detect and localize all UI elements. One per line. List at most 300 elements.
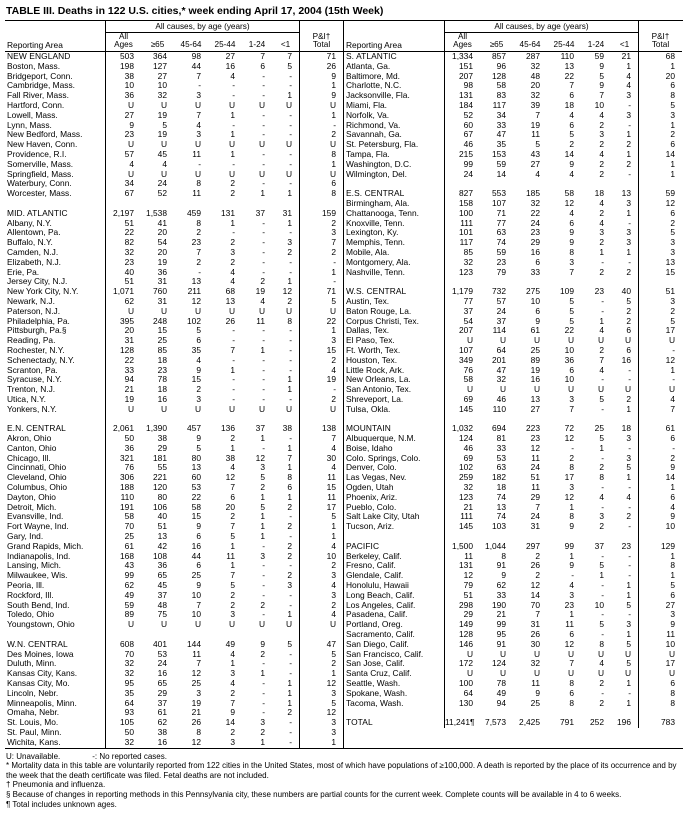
table-title: TABLE III. Deaths in 122 U.S. cities,* week ending April 17, 2004 (15th Week) — [6, 5, 384, 17]
value-cell: 32 — [105, 659, 141, 669]
value-cell: U — [194, 619, 201, 630]
age-group-header: All causes, by age (years) — [444, 21, 638, 33]
value-cell: 34 — [105, 179, 141, 189]
value-cell: 16 — [191, 540, 201, 551]
value-cell: 25 — [530, 697, 540, 708]
value-cell: 19 — [191, 697, 201, 708]
value-cell: 19 — [157, 256, 167, 267]
value-cell: U — [258, 99, 265, 110]
value-cell: 11 — [226, 550, 235, 561]
value-cell: 11 — [565, 619, 574, 630]
value-cell: - — [262, 90, 265, 101]
value-cell: 124 — [444, 434, 480, 444]
value-cell: 8 — [569, 246, 574, 257]
value-cell: 47 — [299, 640, 343, 650]
city-row — [5, 111, 343, 121]
city-row — [5, 258, 343, 268]
value-cell: 37 — [444, 307, 480, 317]
value-cell: - — [262, 325, 265, 336]
value-cell: 3 — [638, 610, 682, 620]
value-cell: 99 — [105, 571, 141, 581]
value-cell: - — [289, 668, 292, 679]
value-cell: 9 — [569, 227, 574, 238]
value-cell: 24 — [444, 170, 480, 180]
value-cell: 4 — [162, 158, 167, 169]
value-cell: 52 — [157, 188, 167, 199]
value-cell: - — [289, 726, 292, 737]
city-row — [5, 62, 343, 72]
value-cell: 40 — [621, 286, 631, 297]
value-cell: U — [638, 669, 682, 679]
city-row — [344, 395, 682, 405]
value-cell: 26 — [225, 315, 235, 326]
value-cell: 1,044 — [485, 540, 506, 551]
value-cell: - — [198, 266, 201, 277]
value-cell: 14 — [638, 473, 682, 483]
reporting-area-cell: W.N. CENTRAL — [7, 639, 68, 649]
spacer-row — [344, 179, 682, 189]
value-cell: - — [289, 109, 292, 120]
value-cell: - — [198, 80, 201, 91]
value-cell: 13 — [496, 501, 506, 512]
reporting-area-cell: Grand Rapids, Mich. — [7, 541, 84, 551]
value-cell: 3 — [626, 433, 631, 444]
value-cell: 8 — [569, 511, 574, 522]
city-row — [344, 473, 682, 483]
value-cell: U — [285, 168, 292, 179]
value-cell: 2 — [599, 158, 604, 169]
value-cell: 4 — [569, 168, 574, 179]
value-cell: 13 — [225, 295, 235, 306]
value-cell: 4 — [626, 80, 631, 91]
value-cell: 9 — [638, 512, 682, 522]
reporting-area-cell: Sacramento, Calif. — [346, 630, 415, 640]
city-row — [344, 121, 682, 131]
value-cell: 17 — [564, 472, 574, 483]
value-cell: 2 — [299, 659, 343, 669]
reporting-area-cell: Akron, Ohio — [7, 434, 52, 444]
value-cell: 117 — [492, 99, 506, 110]
value-cell: 146 — [444, 640, 480, 650]
value-cell: 3 — [569, 393, 574, 404]
value-cell: 32 — [444, 258, 480, 268]
reporting-area-cell: Chattanooga, Tenn. — [346, 208, 419, 218]
value-cell: 98 — [191, 51, 201, 61]
value-cell: 4 — [105, 160, 141, 170]
value-cell: 58 — [105, 512, 141, 522]
city-row — [5, 326, 343, 336]
value-cell: - — [289, 129, 292, 140]
value-cell: 2 — [299, 561, 343, 571]
value-cell: - — [289, 256, 292, 267]
value-cell — [638, 277, 682, 287]
value-cell: 7 — [299, 238, 343, 248]
city-row — [344, 366, 682, 376]
value-cell: 58 — [191, 501, 201, 512]
value-cell: 64 — [444, 689, 480, 699]
value-cell: 110 — [560, 51, 574, 61]
value-cell: 1 — [230, 540, 235, 551]
value-cell: 4 — [299, 366, 343, 376]
reporting-area-cell: Richmond, Va. — [346, 120, 401, 130]
value-cell: 4 — [230, 266, 235, 277]
value-cell: 9 — [569, 237, 574, 248]
value-cell: 124 — [492, 658, 506, 669]
value-cell: U — [160, 305, 167, 316]
city-row — [5, 375, 343, 385]
value-cell: U — [533, 384, 540, 395]
value-cell: 8 — [638, 561, 682, 571]
city-row — [344, 307, 682, 317]
value-cell: U — [285, 139, 292, 150]
value-cell: 7 — [535, 609, 540, 620]
value-cell: 111 — [444, 219, 480, 229]
city-row — [5, 336, 343, 346]
value-cell: 16 — [225, 60, 235, 71]
value-cell: 1 — [638, 483, 682, 493]
value-cell: 8 — [299, 189, 343, 199]
value-cell: U — [597, 384, 604, 395]
value-cell: 3 — [260, 462, 265, 473]
value-cell: 5 — [626, 462, 631, 473]
reporting-area-cell: Glendale, Calif. — [346, 571, 404, 581]
city-row — [5, 542, 343, 552]
value-cell: 5 — [599, 433, 604, 444]
value-cell: 6 — [569, 90, 574, 101]
reporting-area-cell: Nashville, Tenn. — [346, 267, 405, 277]
value-cell: 103 — [492, 521, 506, 532]
value-cell: 4 — [230, 648, 235, 659]
reporting-area-cell — [344, 532, 444, 542]
value-cell: 31 — [282, 207, 292, 218]
value-cell: 11 — [256, 315, 265, 326]
value-cell: 25 — [157, 335, 167, 346]
value-cell: 36 — [105, 444, 141, 454]
value-cell: 12 — [225, 472, 235, 483]
value-cell: 61 — [530, 325, 540, 336]
value-cell: 27 — [530, 158, 540, 169]
city-row — [5, 493, 343, 503]
value-cell: - — [262, 580, 265, 591]
reporting-area-cell: Dallas, Tex. — [346, 326, 390, 336]
value-cell: 82 — [105, 238, 141, 248]
value-cell — [242, 630, 272, 640]
city-row — [344, 160, 682, 170]
value-cell: U — [444, 385, 480, 395]
value-cell: - — [289, 511, 292, 522]
value-cell: 3 — [299, 689, 343, 699]
value-cell: 60 — [191, 472, 201, 483]
value-cell: 14 — [530, 589, 540, 600]
value-cell: 2 — [230, 237, 235, 248]
value-cell: 1 — [599, 246, 604, 257]
reporting-area-cell: Buffalo, N.Y. — [7, 238, 53, 248]
value-cell: 17 — [638, 326, 682, 336]
reporting-area-cell — [5, 199, 105, 209]
pi-header-line2: Total — [651, 40, 670, 50]
value-cell: 55 — [157, 462, 167, 473]
reporting-area-cell: Youngstown, Ohio — [7, 620, 75, 630]
value-cell: 1 — [638, 62, 682, 72]
footnote-dagger: † Pneumonia and influenza. — [6, 780, 106, 790]
city-row — [344, 493, 682, 503]
value-cell: 2 — [287, 246, 292, 257]
value-cell: 1 — [287, 609, 292, 620]
city-row — [344, 258, 682, 268]
value-cell: 145 — [444, 405, 480, 415]
city-row — [344, 689, 682, 699]
reporting-area-cell: Detroit, Mich. — [7, 502, 57, 512]
value-cell: 1 — [626, 472, 631, 483]
value-cell: 23 — [191, 237, 201, 248]
value-cell: U — [194, 168, 201, 179]
value-cell: 35 — [191, 344, 201, 355]
value-cell: 65 — [157, 678, 167, 688]
value-cell: 1 — [299, 522, 343, 532]
value-cell: 33 — [105, 366, 141, 376]
value-cell: 24 — [157, 178, 167, 189]
value-cell: 8 — [196, 217, 201, 228]
value-cell: 306 — [105, 473, 141, 483]
value-cell: 123 — [444, 268, 480, 278]
value-cell: U — [299, 307, 343, 317]
value-cell: 46 — [444, 140, 480, 150]
value-cell: 5 — [599, 560, 604, 571]
city-row — [344, 140, 682, 150]
reporting-area-cell: Montgomery, Ala. — [346, 257, 411, 267]
value-cell: - — [628, 256, 631, 267]
value-cell: - — [232, 80, 235, 91]
value-cell: - — [262, 707, 265, 718]
reporting-area-cell: New Haven, Conn. — [7, 140, 78, 150]
value-cell: 23 — [621, 540, 631, 551]
value-cell: 553 — [492, 188, 506, 199]
value-cell: 1 — [626, 60, 631, 71]
value-cell: 71 — [496, 207, 506, 218]
value-cell: 23 — [157, 364, 167, 375]
city-row — [344, 552, 682, 562]
value-cell: - — [262, 393, 265, 404]
value-cell: 297 — [526, 540, 540, 551]
value-cell: U — [299, 620, 343, 630]
value-cell: 102 — [187, 315, 201, 326]
value-cell: U — [194, 403, 201, 414]
city-row — [5, 91, 343, 101]
value-cell: 6 — [299, 179, 343, 189]
city-row — [344, 150, 682, 160]
value-cell: 2 — [638, 307, 682, 317]
value-cell: 7 — [196, 70, 201, 81]
city-row — [344, 434, 682, 444]
value-cell: 31 — [530, 619, 540, 630]
value-cell: 1 — [260, 668, 265, 679]
value-cell: 2 — [626, 511, 631, 522]
city-row — [5, 268, 343, 278]
value-cell: - — [299, 258, 343, 268]
value-cell: 11,241¶ — [444, 718, 480, 728]
value-cell: 27 — [157, 70, 167, 81]
value-cell — [638, 414, 682, 424]
city-row — [344, 561, 682, 571]
value-cell: 22 — [530, 207, 540, 218]
all-ages-line1: All — [457, 31, 468, 41]
value-cell: 608 — [105, 640, 141, 650]
reporting-area-cell: San Francisco, Calif. — [346, 649, 424, 659]
value-cell: 10 — [191, 609, 201, 620]
value-cell: 61 — [105, 542, 141, 552]
reporting-area-cell: S. ATLANTIC — [346, 52, 397, 61]
value-cell: 151 — [444, 62, 480, 72]
reporting-area-cell: Houston, Tex. — [346, 355, 398, 365]
value-cell: - — [628, 609, 631, 620]
value-cell: 9 — [299, 91, 343, 101]
value-cell: 1 — [287, 697, 292, 708]
value-cell: 2 — [626, 305, 631, 316]
city-row — [344, 326, 682, 336]
value-cell: 89 — [530, 354, 540, 365]
value-cell: 131 — [444, 561, 480, 571]
value-cell: 22 — [105, 228, 141, 238]
value-cell: 2 — [230, 256, 235, 267]
age-group-header: All causes, by age (years) — [105, 21, 299, 33]
value-cell: U — [597, 648, 604, 659]
value-cell: 2 — [230, 726, 235, 737]
spacer-row — [344, 414, 682, 424]
value-cell: - — [289, 433, 292, 444]
reporting-area-cell: Jersey City, N.J. — [7, 277, 68, 287]
value-cell: 6 — [230, 491, 235, 502]
value-cell: 57 — [105, 150, 141, 160]
city-row — [5, 317, 343, 327]
value-cell: 1 — [638, 552, 682, 562]
value-cell: 48 — [530, 70, 540, 81]
city-row — [5, 561, 343, 571]
value-cell: 1,179 — [444, 287, 480, 297]
reporting-area-cell: Santa Cruz, Calif. — [346, 669, 412, 679]
value-cell: 1 — [230, 217, 235, 228]
value-cell: 783 — [638, 718, 682, 728]
value-cell: 1 — [260, 521, 265, 532]
value-cell: - — [262, 364, 265, 375]
value-cell: - — [601, 629, 604, 640]
value-cell: 7 — [196, 246, 201, 257]
value-cell: 37 — [255, 423, 265, 434]
value-cell: 2 — [230, 511, 235, 522]
value-cell: 7 — [287, 452, 292, 463]
reporting-area-cell: Birmingham, Ala. — [346, 198, 410, 208]
reporting-area-cell: Lynn, Mass. — [7, 120, 52, 130]
value-cell: 1 — [299, 160, 343, 170]
value-cell: - — [262, 109, 265, 120]
value-cell: 138 — [299, 424, 343, 434]
city-row — [344, 620, 682, 630]
value-cell: 99 — [496, 619, 506, 630]
table-body-right — [344, 52, 682, 728]
value-cell: 83 — [496, 90, 506, 101]
table-body-left — [5, 52, 343, 748]
value-cell: U — [194, 139, 201, 150]
value-cell: 18 — [157, 354, 167, 365]
city-row — [5, 728, 343, 738]
value-cell: U — [638, 336, 682, 346]
value-cell: 5 — [196, 442, 201, 453]
value-cell: 2 — [626, 139, 631, 150]
value-cell: - — [262, 687, 265, 698]
value-cell: 78 — [157, 374, 167, 385]
city-row — [5, 689, 343, 699]
reporting-area-cell: Tulsa, Okla. — [346, 404, 391, 414]
value-cell: 5 — [299, 650, 343, 660]
value-cell: 32 — [444, 483, 480, 493]
value-cell: U — [160, 99, 167, 110]
value-cell: 3 — [196, 129, 201, 140]
value-cell: 4 — [260, 295, 265, 306]
value-cell: 47 — [496, 129, 506, 140]
reporting-area-cell: South Bend, Ind. — [7, 600, 70, 610]
value-cell: 201 — [492, 354, 506, 365]
value-cell: 74 — [496, 237, 506, 248]
value-cell: 21 — [191, 707, 201, 718]
value-cell: 2 — [626, 315, 631, 326]
value-cell: 4 — [230, 276, 235, 287]
value-cell: 2 — [196, 256, 201, 267]
value-cell: - — [299, 121, 343, 131]
value-cell: - — [628, 364, 631, 375]
value-cell: 77 — [496, 217, 506, 228]
reporting-area-cell: Ogden, Utah — [346, 483, 394, 493]
value-cell: 29 — [444, 610, 480, 620]
col-header-1-24: 1-24 — [248, 40, 266, 50]
value-cell: 1 — [626, 629, 631, 640]
value-cell: - — [289, 648, 292, 659]
value-cell: 207 — [444, 72, 480, 82]
value-cell: 17 — [299, 503, 343, 513]
value-cell: 1 — [260, 188, 265, 199]
footnote-unavailable: U: Unavailable. — [6, 751, 61, 761]
reporting-area-cell: MOUNTAIN — [346, 424, 391, 434]
value-cell: - — [628, 119, 631, 130]
reporting-area-cell: Mobile, Ala. — [346, 247, 390, 257]
value-cell: 10 — [191, 589, 201, 600]
value-cell: 58 — [444, 375, 480, 385]
city-row — [344, 669, 682, 679]
value-cell: 11 — [192, 148, 201, 159]
value-cell: 2 — [260, 648, 265, 659]
value-cell: 1 — [299, 669, 343, 679]
table-right-half — [343, 21, 682, 748]
value-cell: 18 — [621, 423, 631, 434]
value-cell: - — [262, 609, 265, 620]
value-cell: 5 — [599, 393, 604, 404]
value-cell: - — [289, 560, 292, 571]
reporting-area-cell: Charlotte, N.C. — [346, 81, 402, 91]
value-cell: 2 — [638, 219, 682, 229]
value-cell: - — [638, 346, 682, 356]
value-cell: - — [262, 384, 265, 395]
value-cell: 1 — [626, 589, 631, 600]
reporting-area-cell: Syracuse, N.Y. — [7, 375, 62, 385]
city-row — [344, 375, 682, 385]
reporting-area-cell: Cincinnati, Ohio — [7, 463, 67, 473]
value-cell: 2 — [299, 248, 343, 258]
value-cell: 38 — [157, 726, 167, 737]
value-cell: 6 — [638, 81, 682, 91]
value-cell: 29 — [530, 237, 540, 248]
value-cell: 128 — [105, 346, 141, 356]
value-cell: U — [105, 405, 141, 415]
reporting-area-cell — [5, 414, 105, 424]
city-row — [5, 228, 343, 238]
